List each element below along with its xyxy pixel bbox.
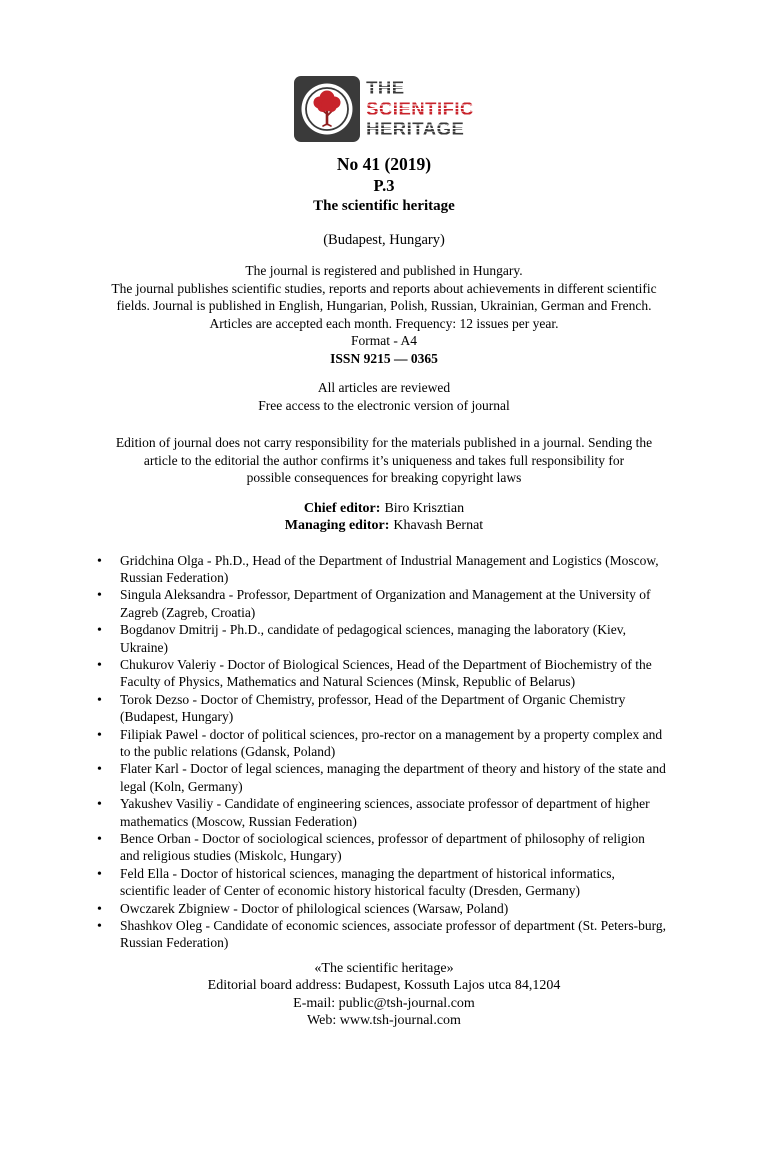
board-member-text: Chukurov Valeriy - Doctor of Biological Sciences, Head of the Department of Biochemistry of the Faculty of Physics, Mathematics and Natural Sciences (Minsk, Republic of Belarus) bbox=[120, 656, 652, 690]
bullet-icon bbox=[97, 726, 102, 744]
footer-line: «The scientific heritage» bbox=[314, 960, 454, 976]
board-member-text: Torok Dezso - Doctor of Chemistry, professor, Head of the Department of Organic Chemistry (Budapest, Hungary) bbox=[120, 691, 626, 725]
managing-editor-label: Managing editor: bbox=[284, 518, 390, 533]
intro-block bbox=[0, 262, 768, 350]
logo-word-the: THE bbox=[366, 78, 474, 99]
bullet-icon bbox=[97, 830, 102, 848]
board-member-text: Bence Orban - Doctor of sociological sciences, professor of department of philosophy of religion and religious studies (Miskolc, Hungary) bbox=[120, 831, 645, 864]
bullet-icon bbox=[97, 691, 102, 709]
intro-line: Format - A4 bbox=[351, 333, 417, 348]
board-member-item bbox=[95, 726, 667, 761]
intro-line: The journal is registered and published in Hungary. bbox=[245, 263, 523, 278]
board-member-item bbox=[95, 917, 667, 952]
tree-logo-icon bbox=[294, 76, 360, 142]
intro-line: fields. Journal is published in English, Hungarian, Polish, Russian, Ukrainian, German and French. bbox=[116, 298, 652, 313]
board-member-item bbox=[95, 656, 667, 691]
footer-line: E-mail: public@tsh-journal.com bbox=[293, 995, 475, 1011]
board-member-item bbox=[95, 865, 667, 900]
access-block bbox=[0, 379, 768, 414]
issue-part: P.3 bbox=[373, 176, 395, 195]
board-member-item bbox=[95, 621, 667, 656]
disclaimer-block bbox=[0, 434, 768, 487]
board-member-text: Bogdanov Dmitrij - Ph.D., candidate of pedagogical sciences, managing the laboratory (Kiev, Ukraine) bbox=[120, 622, 626, 655]
bullet-icon bbox=[97, 621, 102, 639]
footer-block bbox=[0, 960, 768, 1030]
logo-text bbox=[366, 78, 474, 140]
journal-logo bbox=[0, 76, 768, 142]
chief-editor-label: Chief editor: bbox=[303, 500, 381, 516]
bullet-icon bbox=[97, 760, 102, 778]
managing-editor-line bbox=[0, 517, 768, 535]
editorial-board-list bbox=[95, 552, 667, 952]
bullet-icon bbox=[97, 917, 102, 935]
board-member-text: Owczarek Zbigniew - Doctor of philological sciences (Warsaw, Poland) bbox=[120, 900, 509, 916]
chief-editor-line bbox=[0, 500, 768, 518]
disclaimer-line: Edition of journal does not carry responsibility for the materials published in a journal. Sending the bbox=[115, 435, 653, 450]
issue-number: No 41 (2019) bbox=[336, 154, 432, 174]
journal-title-page bbox=[0, 76, 768, 1163]
board-member-item bbox=[95, 900, 667, 917]
bullet-icon bbox=[97, 865, 102, 883]
editors-block bbox=[0, 500, 768, 535]
bullet-icon bbox=[97, 656, 102, 674]
bullet-icon bbox=[97, 586, 102, 604]
board-member-item bbox=[95, 586, 667, 621]
chief-editor-name: Biro Krisztian bbox=[384, 500, 465, 516]
board-member-item bbox=[95, 552, 667, 587]
intro-line: Articles are accepted each month. Frequency: 12 issues per year. bbox=[209, 315, 559, 331]
issn-number: ISSN 9215 — 0365 bbox=[330, 350, 438, 366]
footer-line: Web: www.tsh-journal.com bbox=[307, 1013, 461, 1029]
logo-word-heritage: HERITAGE bbox=[366, 119, 474, 140]
board-member-text: Gridchina Olga - Ph.D., Head of the Department of Industrial Management and Logistics (Moscow, Russian Federation) bbox=[120, 552, 659, 585]
board-member-item bbox=[95, 691, 667, 726]
board-member-text: Filipiak Pawel - doctor of political sciences, pro-rector on a management by a property complex and to the public relations (Gdansk, Poland) bbox=[120, 726, 663, 759]
bullet-icon bbox=[97, 900, 102, 918]
bullet-icon bbox=[97, 552, 102, 570]
access-line: Free access to the electronic version of journal bbox=[258, 397, 510, 413]
board-member-text: Singula Aleksandra - Professor, Department of Organization and Management at the University of Zagreb (Zagreb, Croatia) bbox=[120, 587, 651, 620]
journal-location: (Budapest, Hungary) bbox=[323, 232, 445, 248]
board-member-item bbox=[95, 795, 667, 830]
board-member-text: Feld Ella - Doctor of historical sciences, managing the department of historical informatics, scientific leader of Center of economic history historical faculty (Dresden, Germany) bbox=[120, 865, 615, 899]
board-member-item bbox=[95, 830, 667, 865]
journal-title: The scientific heritage bbox=[313, 198, 455, 214]
board-member-item bbox=[95, 760, 667, 795]
managing-editor-name: Khavash Bernat bbox=[393, 518, 484, 533]
board-member-text: Shashkov Oleg - Candidate of economic sciences, associate professor of department (St. Peters-burg, Russian Federation) bbox=[120, 918, 666, 951]
disclaimer-line: possible consequences for breaking copyright laws bbox=[246, 470, 522, 485]
header-block bbox=[0, 154, 768, 217]
access-line: All articles are reviewed bbox=[317, 380, 451, 395]
disclaimer-line: article to the editorial the author confirms it’s uniqueness and takes full responsibility for bbox=[143, 452, 625, 468]
logo-word-scientific: SCIENTIFIC bbox=[366, 97, 474, 119]
intro-line: The journal publishes scientific studies, reports and reports about achievements in different scientific bbox=[111, 280, 657, 296]
board-member-text: Flater Karl - Doctor of legal sciences, managing the department of theory and history of the state and legal (Koln, Germany) bbox=[120, 761, 666, 794]
board-member-text: Yakushev Vasiliy - Candidate of engineering sciences, associate professor of department of higher mathematics (Moscow, Russian Federation) bbox=[120, 796, 650, 829]
bullet-icon bbox=[97, 795, 102, 813]
footer-line: Editorial board address: Budapest, Kossuth Lajos utca 84,1204 bbox=[207, 978, 561, 994]
